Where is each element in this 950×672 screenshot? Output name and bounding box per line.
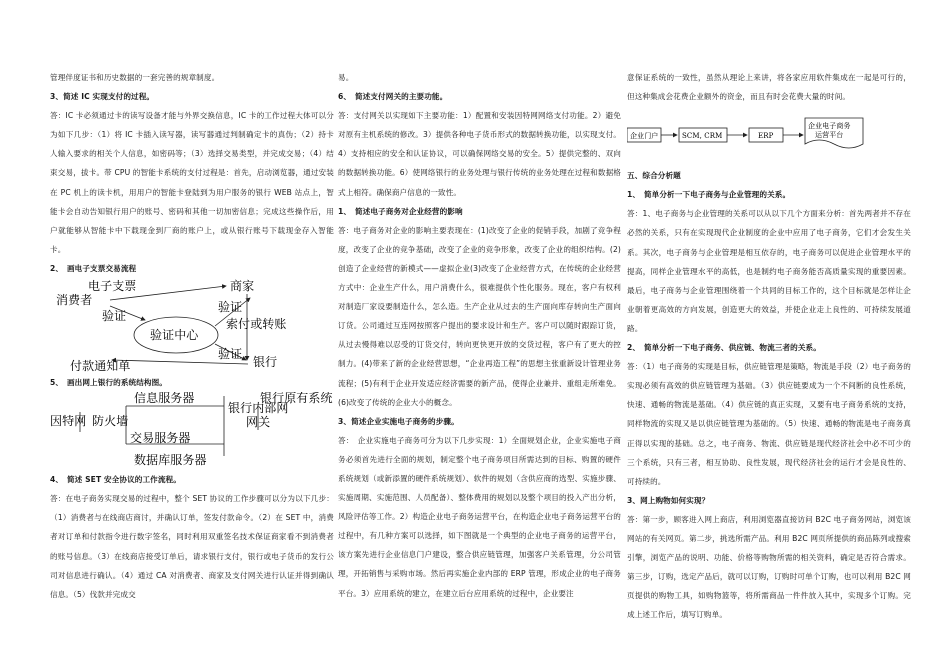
answer-paragraph: 答：支付网关以实现如下主要功能：1）配置和安装因特网网络支付功能。2）避免对原有主机系统的修改。3）提供各种电子货币形式的数据转换功能，以实现支付。4）支持相应的安全和认证协议，可以确保网络交易的安全。5）提供完整的、双向的数据转换功能。6）使网络银行的业务处理与银行传统的业务处理在过程和数据格式上相符。确保商户信息的一致性。 <box>338 111 621 197</box>
ec-platform-svg <box>627 106 911 166</box>
verify-label-3: 验证 <box>218 347 243 362</box>
net-bank-structure-diagram <box>50 392 334 470</box>
question-heading: 2、 简单分析一下电子商务、供应链、物流三者的关系。 <box>627 343 821 353</box>
platform-label-2: 运营平台 <box>815 131 844 140</box>
bank-intranet-label: 银行内部网 <box>228 401 289 416</box>
paragraph: 易。 <box>338 73 354 82</box>
ec-platform-diagram <box>627 106 911 166</box>
question-heading: 1、 简述电子商务对企业经营的影响 <box>338 206 463 216</box>
column-1 <box>50 68 334 604</box>
answer-paragraph: 答：（1）电子商务的实现是目标，供应链管理是策略，物流是手段（2）电子商务的实现必须有高效的供应链管理为基础。（3）供应链要成为一个不间断的良性系统，快速、通畅的物流是基础。（4）供应链的真正实现，又要有电子商务系统的支持，同样物流的实现又是以供应链管理为基础的。（5）快速、通畅的物流是电子商务真正得以实现的基础。总之，电子商务、物流、供应链是现代经济社会中必不可少的三个系统，只有三者，相互协助、良性发展，现代经济社会的运行才会是良性的、可持续的。 <box>627 362 911 486</box>
question-heading: 3、简述 IC 实现支付的过程。 <box>50 92 155 102</box>
answer-paragraph: 答：1、电子商务与企业管理的关系可以从以下几个方面来分析：首先两者并不存在必然的关系，只有在实现现代企业制度的企业中应用了电子商务，它们才会发生关系。其次，电子商务与企业管理是相互依存的，电子商务可以促进企业管理水平的提高，同样企业管理水平的高低，也是制约电子商务能否高质量实现的重要因素。最后，电子商务与企业管理围绕着一个共同的目标工作的，这个目标就是怎样让企业朝着更高效的方向发展，创造更大的效益，并使企业走上良性的、可持续发展道路。 <box>627 209 911 333</box>
answer-paragraph: 答：第一步，顾客进入网上商店，利用浏览器直接访问 B2C 电子商务网站，浏览该网站的有关网页。第二步，挑选所需产品。利用 B2C 网页所提供的商品陈列或搜索引擎，浏览产品的说明、功能、价格等购物所需的相关资料，确定是否符合需求。第三步，订购，选定产品后，就可以订购，订购时可单个订购，也可以利用 B2C 网页提供的购物工具，如购物篮等，将所需商品一件件放入其中，实现多个订购。完成上述工作后，填写订购单。 <box>627 514 911 620</box>
column-2 <box>338 68 621 603</box>
echeck-flow-svg <box>50 278 334 373</box>
bank-systems-label: 银行原有系统 <box>260 392 333 406</box>
column-3 <box>627 68 911 624</box>
paragraph: 意保证系统的一致性，虽然从理论上来讲，将各家应用软件集成在一起是可行的，但这种集成会花费企业额外的资金，而且有时会花费大量的时间。 <box>627 73 911 102</box>
tx-server-label: 交易服务器 <box>130 431 191 446</box>
pay-notice-label: 付款通知单 <box>70 359 131 374</box>
answer-paragraph: 答： 企业实施电子商务可分为以下几步实现：1）全面规划企业，企业实施电子商务必须首先进行全面的规划，制定整个电子商务项目所需达到的目标、购置的硬件系统规划（或新添置的硬件系统规划）、软件的规划（含供应商的选型、实施步骤、实施周期、实施范围、人员配备）、整体费用的规划以及整个项目的投入产出分析，风险评估等工作。2）构造企业电子商务运营平台，在构造企业电子商务运营平台的过程中，有几种方案可以选择，如下图就是一个典型的企业电子商务的运营平台，该方案先进行企业信息门户建设，整合供应链管理，加强客户关系管理，分公司管理，开拓销售与采购市场。然后再实施企业内部的 ERP 管理，形成企业的电子商务平台。3）应用系统的建立，在建立后台应用系统的过程中，企业要注 <box>338 435 621 598</box>
merchant-label: 商家 <box>230 279 255 294</box>
answer-paragraph: 答：IC 卡必须通过卡的读写设备才能与外界交换信息，IC 卡的工作过程大体可以分为如下几步：（1）将 IC 卡插入读写器，读写器通过判制确定卡的真伪；（2）持卡人输入要求的相关个人信息，如密码等；（3）选择交易类型，并完成交易；（4）结束交易，拔卡。带 CPU 的智能卡系统的支付过程是：首先，启动浏览器，通过安装在 PC 机上的读卡机，用用户的智能卡登陆到为用户服务的银行 WEB 站点上，智能卡会自动告知银行用户的账号、密码和其他一切加密信息；完成这些操作后，用户就能够从智能卡中下载现金到厂商的账户上，或从银行账号下载现金存入智能卡。 <box>50 111 334 254</box>
consumer-label: 消费者 <box>56 293 93 308</box>
internet-label: 因特网 <box>50 414 87 429</box>
echeck-flow-diagram <box>50 278 334 373</box>
question-heading: 4、 简述 SET 安全协议的工作流程。 <box>50 475 181 485</box>
erp-label: ERP <box>758 132 774 141</box>
verify-center-label: 验证中心 <box>150 328 199 343</box>
answer-paragraph: 答：电子商务对企业的影响主要表现在：(1)改变了企业的促销手段，加剧了竞争程度，改变了企业的竞争基础，改变了企业的竞争形象，改变了企业的组织结构。(2)创造了企业经营的新模式——虚拟企业(3)改变了企业经营方式，在传统的企业经营方式中：企业生产什么，用户消费什么，很难提供个性化服务。现在，客户有权利对制造厂家设要制造什么，怎么造。生产企业从过去的生产面向库存转向生产面向订货。公司通过互连网按照客户提出的要求设计和生产。客户可以随时跟踪订货，从过去慢得难以忍受的订货交付，转向更快更开放的交货过程，客户有了更大的控制力。(4)带来了新的企业经营思想，“企业再造工程”的思想主张重新设计管理业务流程；(5)有利于企业开发适应经济需要的新产品，使得企业兼并、重组走所难免。(6)改变了传统的企业大小的概念。 <box>338 225 621 407</box>
question-heading: 6、 简述支付网关的主要功能。 <box>338 92 448 102</box>
scm-crm-label: SCM, CRM <box>682 132 723 141</box>
portal-label: 企业门户 <box>630 132 659 141</box>
question-heading: 1、 简单分析一下电子商务与企业管理的关系。 <box>627 190 791 200</box>
platform-label-1: 企业电子商务 <box>808 122 851 131</box>
echeck-label: 电子支票 <box>88 279 137 294</box>
question-heading: 2、 画电子支票交易流程 <box>50 263 137 273</box>
verify-label-1: 验证 <box>102 309 127 324</box>
firewall-label: 防火墙 <box>92 414 129 429</box>
bank-label: 银行 <box>253 355 278 370</box>
verify-label-2: 验证 <box>218 300 243 315</box>
net-bank-svg <box>50 392 334 470</box>
info-server-label: 信息服务器 <box>134 392 195 406</box>
answer-paragraph: 答：在电子商务实现交易的过程中，整个 SET 协议的工作步骤可以分为以下几步：（1）消费者与在线商店商讨，并确认订单，签发付款命令。（2）在 SET 中，消费者对订单和付款指令进行数字签名，同时利用双重签名技术保证商家看不到消费者的账号信息。（3）在线商店接受订单后，请求银行支付，银行或电子货币的发行公司对信息进行确认。（4）通过 CA 对消费者、商家及支付网关进行认证并得到确认信息。（5）伐款并完成交 <box>50 494 334 599</box>
question-heading: 3、简述企业实施电子商务的步骤。 <box>338 416 459 426</box>
question-heading: 3、网上购物如何实现？ <box>627 495 710 505</box>
gateway-label: 网关 <box>246 415 271 430</box>
question-heading: 5、 画出网上银行的系统结构图。 <box>50 378 167 388</box>
section-heading: 五、综合分析题 <box>627 171 681 181</box>
db-server-label: 数据库服务器 <box>134 453 207 468</box>
paragraph: 管理伴度证书和历史数据的一套完善的规章制度。 <box>50 73 220 82</box>
pay-or-transfer-label: 索付或转账 <box>226 317 287 332</box>
